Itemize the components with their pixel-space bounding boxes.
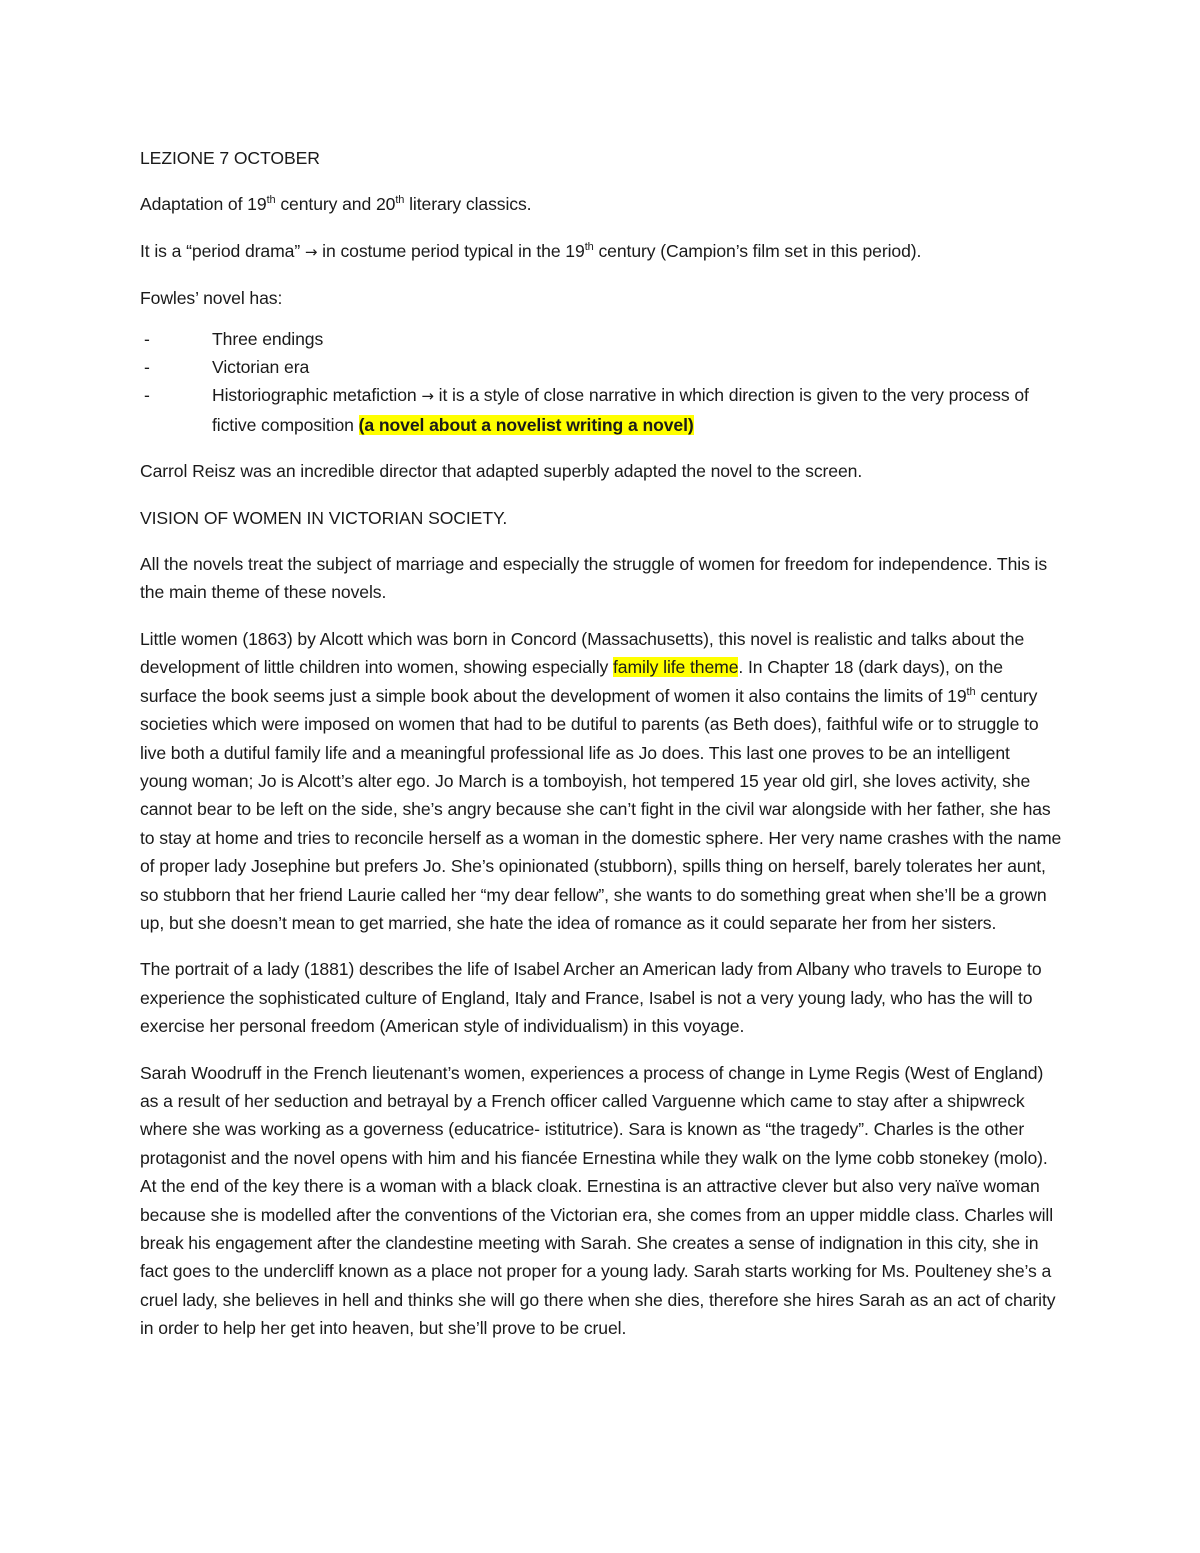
superscript: th [395, 194, 405, 207]
text-run: literary classics. [404, 194, 532, 215]
superscript: th [966, 685, 976, 698]
paragraph-novels: All the novels treat the subject of marriage and especially the struggle of women for freedom for independence. This is the main theme of these novels. [140, 554, 1048, 603]
list-item-text: Three endings [212, 328, 324, 349]
text-run: . In Chapter 18 (dark days), on the surface the book seems just a simple book about the development of women it also contains the limits of 19 [140, 657, 1003, 706]
paragraph-french-lieutenant: Sarah Woodruff in the French lieutenant’s women, experiences a process of change in Lyme Regis (West of England) as a result of her seduction and betrayal by a French officer called Varguenne which came to stay after a shipwreck where she was working as a governess (educatrice- istitutrice). Sara is known as “the tragedy”. Charles is the other protagonist and the novel opens with him and his fiancée Ernestina while they walk on the lyme cobb stonekey (molo). At the end of the key there is a woman with a black cloak. Ernestina is an attractive clever but also very naïve woman because she is modelled after the conventions of the Victorian era, she comes from an upper middle class. Charles will break his engagement after the clandestine meeting with Sarah. She creates a sense of indignation in this city, she in fact goes to the undercliff known as a place not proper for a young lady. Sarah starts working for Ms. Poulteney she’s a cruel lady, she believes in hell and thinks she will go there when she dies, therefore she hires Sarah as an act of charity in order to help her get into heaven, but she’ll prove to be cruel. [140, 1062, 1056, 1339]
text-run: in costume period typical in the 19 [317, 240, 585, 261]
superscript: th [266, 194, 276, 207]
list-item [140, 381, 1062, 439]
paragraph-portrait-of-a-lady: The portrait of a lady (1881) describes the life of Isabel Archer an American lady from Albany who travels to Europe to experience the sophisticated culture of England, Italy and France, Isabel is not a very young lady, who has the will to exercise her personal freedom (American style of individualism) in this voyage. [140, 959, 1042, 1037]
text-run: century societies which were imposed on women that had to be dutiful to parents (as Beth does), faithful wife or to struggle to live both a dutiful family life and a meaningful professional life as Jo does. This last one proves to be an intelligent young woman; Jo is Alcott’s alter ego. Jo March is a tomboyish, hot tempered 15 year old girl, she loves activity, she cannot bear to be left on the side, she’s angry because she can’t fight in the civil war alongside with her father, she has to stay at home and tries to reconcile herself as a woman in the domestic sphere. Her very name crashes with the name of proper lady Josephine but prefers Jo. She’s opinionated (stubborn), spills thing on herself, barely tolerates her aunt, so stubborn that her friend Laurie called her “my dear fellow”, she wants to do something great when she’ll be a grown up, but she doesn’t mean to get married, she hate the idea of romance as it could separate her from her sisters. [140, 685, 1062, 933]
text-run: It is a “period drama” [140, 240, 305, 261]
paragraph-period-drama [140, 237, 1062, 266]
superscript: th [584, 240, 594, 253]
list-item [140, 325, 1062, 353]
list-item-text: it is a style of close narrative in which direction is given to the very process of fictive composition [212, 385, 1029, 435]
list-dash: - [144, 385, 150, 406]
section-heading: VISION OF WOMEN IN VICTORIAN SOCIETY. [140, 507, 508, 528]
list-item-text: Historiographic metafiction [212, 385, 422, 406]
bullet-list [140, 325, 1062, 440]
highlighted-text: family life theme [613, 657, 739, 678]
list-item-text: Victorian era [212, 357, 310, 378]
text-run: Adaptation of 19 [140, 194, 267, 215]
paragraph-little-women [140, 625, 1062, 937]
document-body [140, 144, 1062, 1361]
list-item [140, 353, 1062, 381]
highlighted-text: (a novel about a novelist writing a novel) [358, 414, 694, 435]
paragraph-fowles: Fowles’ novel has: [140, 288, 283, 309]
arrow-right-icon: → [421, 387, 434, 406]
paragraph-reisz: Carrol Reisz was an incredible director that adapted superbly adapted the novel to the screen. [140, 461, 863, 482]
paragraph-adaptation [140, 190, 1062, 218]
text-run: century (Campion’s film set in this period). [593, 240, 922, 261]
text-run: Little women (1863) by Alcott which was born in Concord (Massachusetts), this novel is realistic and talks about the development of little children into women, showing especially [140, 628, 1025, 678]
list-dash: - [144, 328, 150, 349]
arrow-right-icon: → [304, 242, 318, 261]
text-run: century and 20 [275, 194, 396, 215]
document-title: LEZIONE 7 OCTOBER [140, 148, 320, 168]
list-dash: - [144, 357, 150, 378]
